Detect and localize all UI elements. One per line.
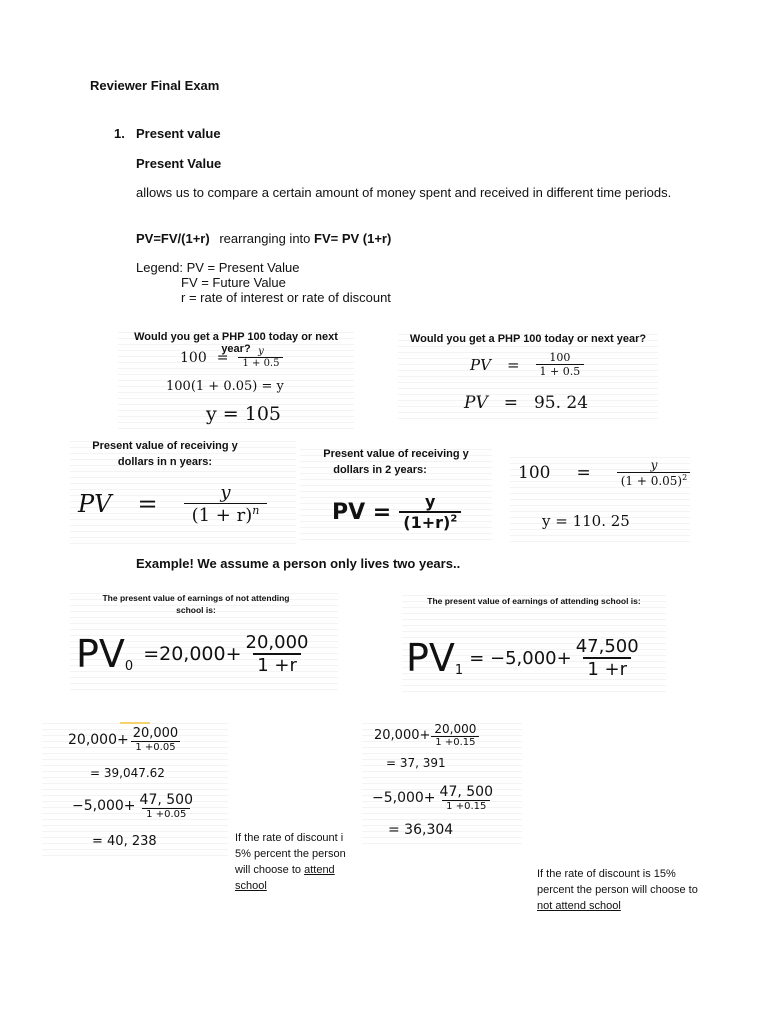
panel9-a-num: 20,000 — [434, 722, 477, 736]
panel8-b-fraction — [136, 792, 197, 820]
note1-line-3: will choose to — [235, 864, 305, 876]
description: allows us to compare a certain amount of money spent and received in different time periods. — [136, 185, 672, 200]
panel5-eq: = — [576, 463, 591, 483]
panel6-caption-1: The present value of earnings of not attending — [102, 593, 290, 603]
panel1-den: 1 + 0.5 — [238, 357, 283, 369]
panel2-result: 95. 24 — [533, 393, 589, 413]
note-15pct — [537, 866, 737, 914]
panel8-a-lhs: 20,000+ — [68, 731, 129, 748]
panel4-num: y — [425, 492, 436, 511]
panel4-fraction — [399, 492, 461, 532]
panel8-b-lhs: −5,000+ — [72, 798, 136, 814]
panel6-eq: =20,000+ — [143, 643, 242, 665]
panel5-line2: y = 110. 25 — [542, 512, 630, 530]
panel-php-100-y — [118, 327, 354, 433]
panel1-lhs: 100 — [180, 349, 207, 366]
panel5-exp: 2 — [682, 473, 688, 482]
panel5-fraction — [617, 458, 690, 488]
legend-1: Legend: PV = Present Value — [136, 260, 300, 275]
note2-line-2: percent the person will choose to — [537, 884, 698, 896]
formula-pv: PV=FV/(1+r) — [136, 231, 210, 246]
panel9-a-den: 1 +0.15 — [431, 736, 479, 748]
panel7-caption: The present value of earnings of attending school is: — [427, 596, 641, 606]
panel6-sub: 0 — [124, 658, 134, 674]
panel3-equation — [78, 482, 267, 526]
panel2-question: Would you get a PHP 100 today or next year? — [409, 333, 647, 345]
panel4-exp: 2 — [450, 513, 458, 525]
panel3-caption-2: dollars in n years: — [117, 456, 213, 468]
panel-calc-5pct — [42, 718, 228, 858]
panel2-eq2: = — [503, 393, 518, 413]
panel2-equation — [470, 351, 584, 378]
note1-line-3-wrap — [235, 862, 367, 878]
panel-pv1 — [402, 590, 666, 694]
panel5-den: (1 + 0.05) — [620, 474, 683, 488]
panel4-den: (1+r) — [403, 513, 451, 532]
panel9-a-result: = 37, 391 — [386, 756, 446, 770]
note1-line-4-wrap — [235, 878, 367, 894]
panel5-den-wrap — [617, 472, 690, 488]
panel1-fraction — [238, 346, 283, 369]
panel3-fraction — [184, 482, 268, 526]
panel3-lhs: PV — [78, 490, 112, 518]
panel4-equation — [332, 492, 461, 532]
item-title: Present value — [136, 126, 221, 141]
panel9-b-result: = 36,304 — [388, 822, 454, 838]
panel6-den: 1 +r — [253, 653, 301, 676]
panel3-caption-1: Present value of receiving y — [92, 440, 238, 452]
panel-y-110 — [510, 452, 690, 542]
panel2-lhs2: PV — [464, 393, 488, 413]
note1-line-1: If the rate of discount i — [235, 832, 344, 844]
panel4-caption-2: dollars in 2 years: — [333, 464, 427, 476]
panel5-lhs: 100 — [518, 463, 551, 483]
formula-fv: FV= PV (1+r) — [314, 231, 392, 246]
note2-line-1: If the rate of discount is 15% — [537, 868, 676, 880]
subheading: Present Value — [136, 156, 222, 171]
panel7-eq: = −5,000+ — [469, 647, 572, 669]
panel-calc-15pct — [362, 718, 522, 844]
panel4-lhs: PV = — [332, 499, 392, 525]
panel2-line2 — [464, 393, 588, 413]
panel7-lhs: PV — [406, 636, 455, 680]
panel6-num: 20,000 — [245, 632, 309, 653]
panel8-a-result: = 39,047.62 — [90, 766, 165, 780]
panel1-eq: = — [216, 349, 229, 366]
panel1-line3: y = 105 — [206, 403, 281, 425]
panel1-equation — [180, 346, 283, 369]
panel6-equation — [76, 632, 313, 676]
panel1-question: Would you get a PHP 100 today or next year? — [134, 331, 338, 355]
panel1-num: y — [258, 346, 264, 357]
panel8-a-num: 20,000 — [132, 726, 179, 741]
panel9-b-lhs: −5,000+ — [372, 790, 436, 806]
panel-pv-95 — [398, 329, 658, 421]
panel8-b-result: = 40, 238 — [92, 834, 157, 849]
panel7-num: 47,500 — [575, 636, 639, 657]
panel-pv0 — [70, 588, 338, 692]
legend-3: r = rate of interest or rate of discount — [181, 290, 391, 305]
panel-pv-n-years — [70, 436, 296, 544]
panel9-b-num: 47, 500 — [439, 784, 493, 800]
panel6-lhs: PV — [76, 632, 125, 676]
note2-line-3-underlined: not attend school — [537, 900, 621, 912]
panel9-a-equation — [374, 722, 480, 748]
panel9-b-equation — [372, 784, 497, 812]
panel2-num: 100 — [549, 351, 571, 364]
panel5-equation — [518, 458, 690, 488]
panel3-num: y — [220, 482, 231, 503]
note2-line-3-wrap — [537, 898, 737, 914]
panel7-equation — [406, 636, 643, 680]
panel8-a-equation — [68, 726, 182, 753]
panel2-fraction — [536, 351, 585, 378]
panel2-eq: = — [506, 355, 520, 374]
formula-mid: rearranging into — [219, 231, 311, 246]
panel-pv-2-years — [300, 444, 492, 544]
panel8-a-den: 1 +0.05 — [131, 741, 179, 753]
panel8-b-den: 1 +0.05 — [142, 808, 190, 820]
panel8-b-num: 47, 500 — [139, 792, 193, 808]
example-heading: Example! We assume a person only lives two years.. — [136, 556, 461, 571]
panel3-den: (1 + r) — [191, 505, 253, 526]
panel3-eq: = — [137, 490, 158, 518]
legend-2: FV = Future Value — [181, 275, 286, 290]
panel9-a-lhs: 20,000+ — [374, 727, 431, 743]
panel6-fraction — [242, 632, 313, 676]
panel4-den-wrap — [399, 511, 461, 532]
note-5pct — [235, 830, 367, 894]
panel5-num: y — [650, 458, 658, 472]
panel1-line2: 100(1 + 0.05) = y — [166, 379, 284, 394]
formula-line — [136, 231, 391, 246]
panel9-a-fraction — [430, 722, 480, 748]
panel7-sub: 1 — [454, 662, 464, 678]
panel2-lhs: PV — [470, 355, 491, 374]
highlight-mark — [120, 722, 150, 724]
note1-line-2: 5% percent the person — [235, 848, 346, 860]
note1-line-3-underlined: attend — [304, 864, 335, 876]
panel8-b-equation — [72, 792, 197, 820]
panel4-caption-1: Present value of receiving y — [323, 448, 469, 460]
panel9-b-den: 1 +0.15 — [442, 800, 490, 812]
panel8-a-fraction — [129, 726, 183, 753]
panel3-den-wrap — [184, 503, 268, 526]
panel7-fraction — [572, 636, 643, 680]
item-number: 1. — [114, 126, 125, 141]
panel2-den: 1 + 0.5 — [536, 364, 585, 378]
panel6-caption-2: school is: — [176, 605, 216, 615]
panel7-den: 1 +r — [583, 657, 631, 680]
doc-title: Reviewer Final Exam — [90, 78, 220, 93]
panel3-exp: n — [252, 504, 260, 517]
panel9-b-fraction — [436, 784, 497, 812]
note1-line-4-underlined: school — [235, 880, 267, 892]
